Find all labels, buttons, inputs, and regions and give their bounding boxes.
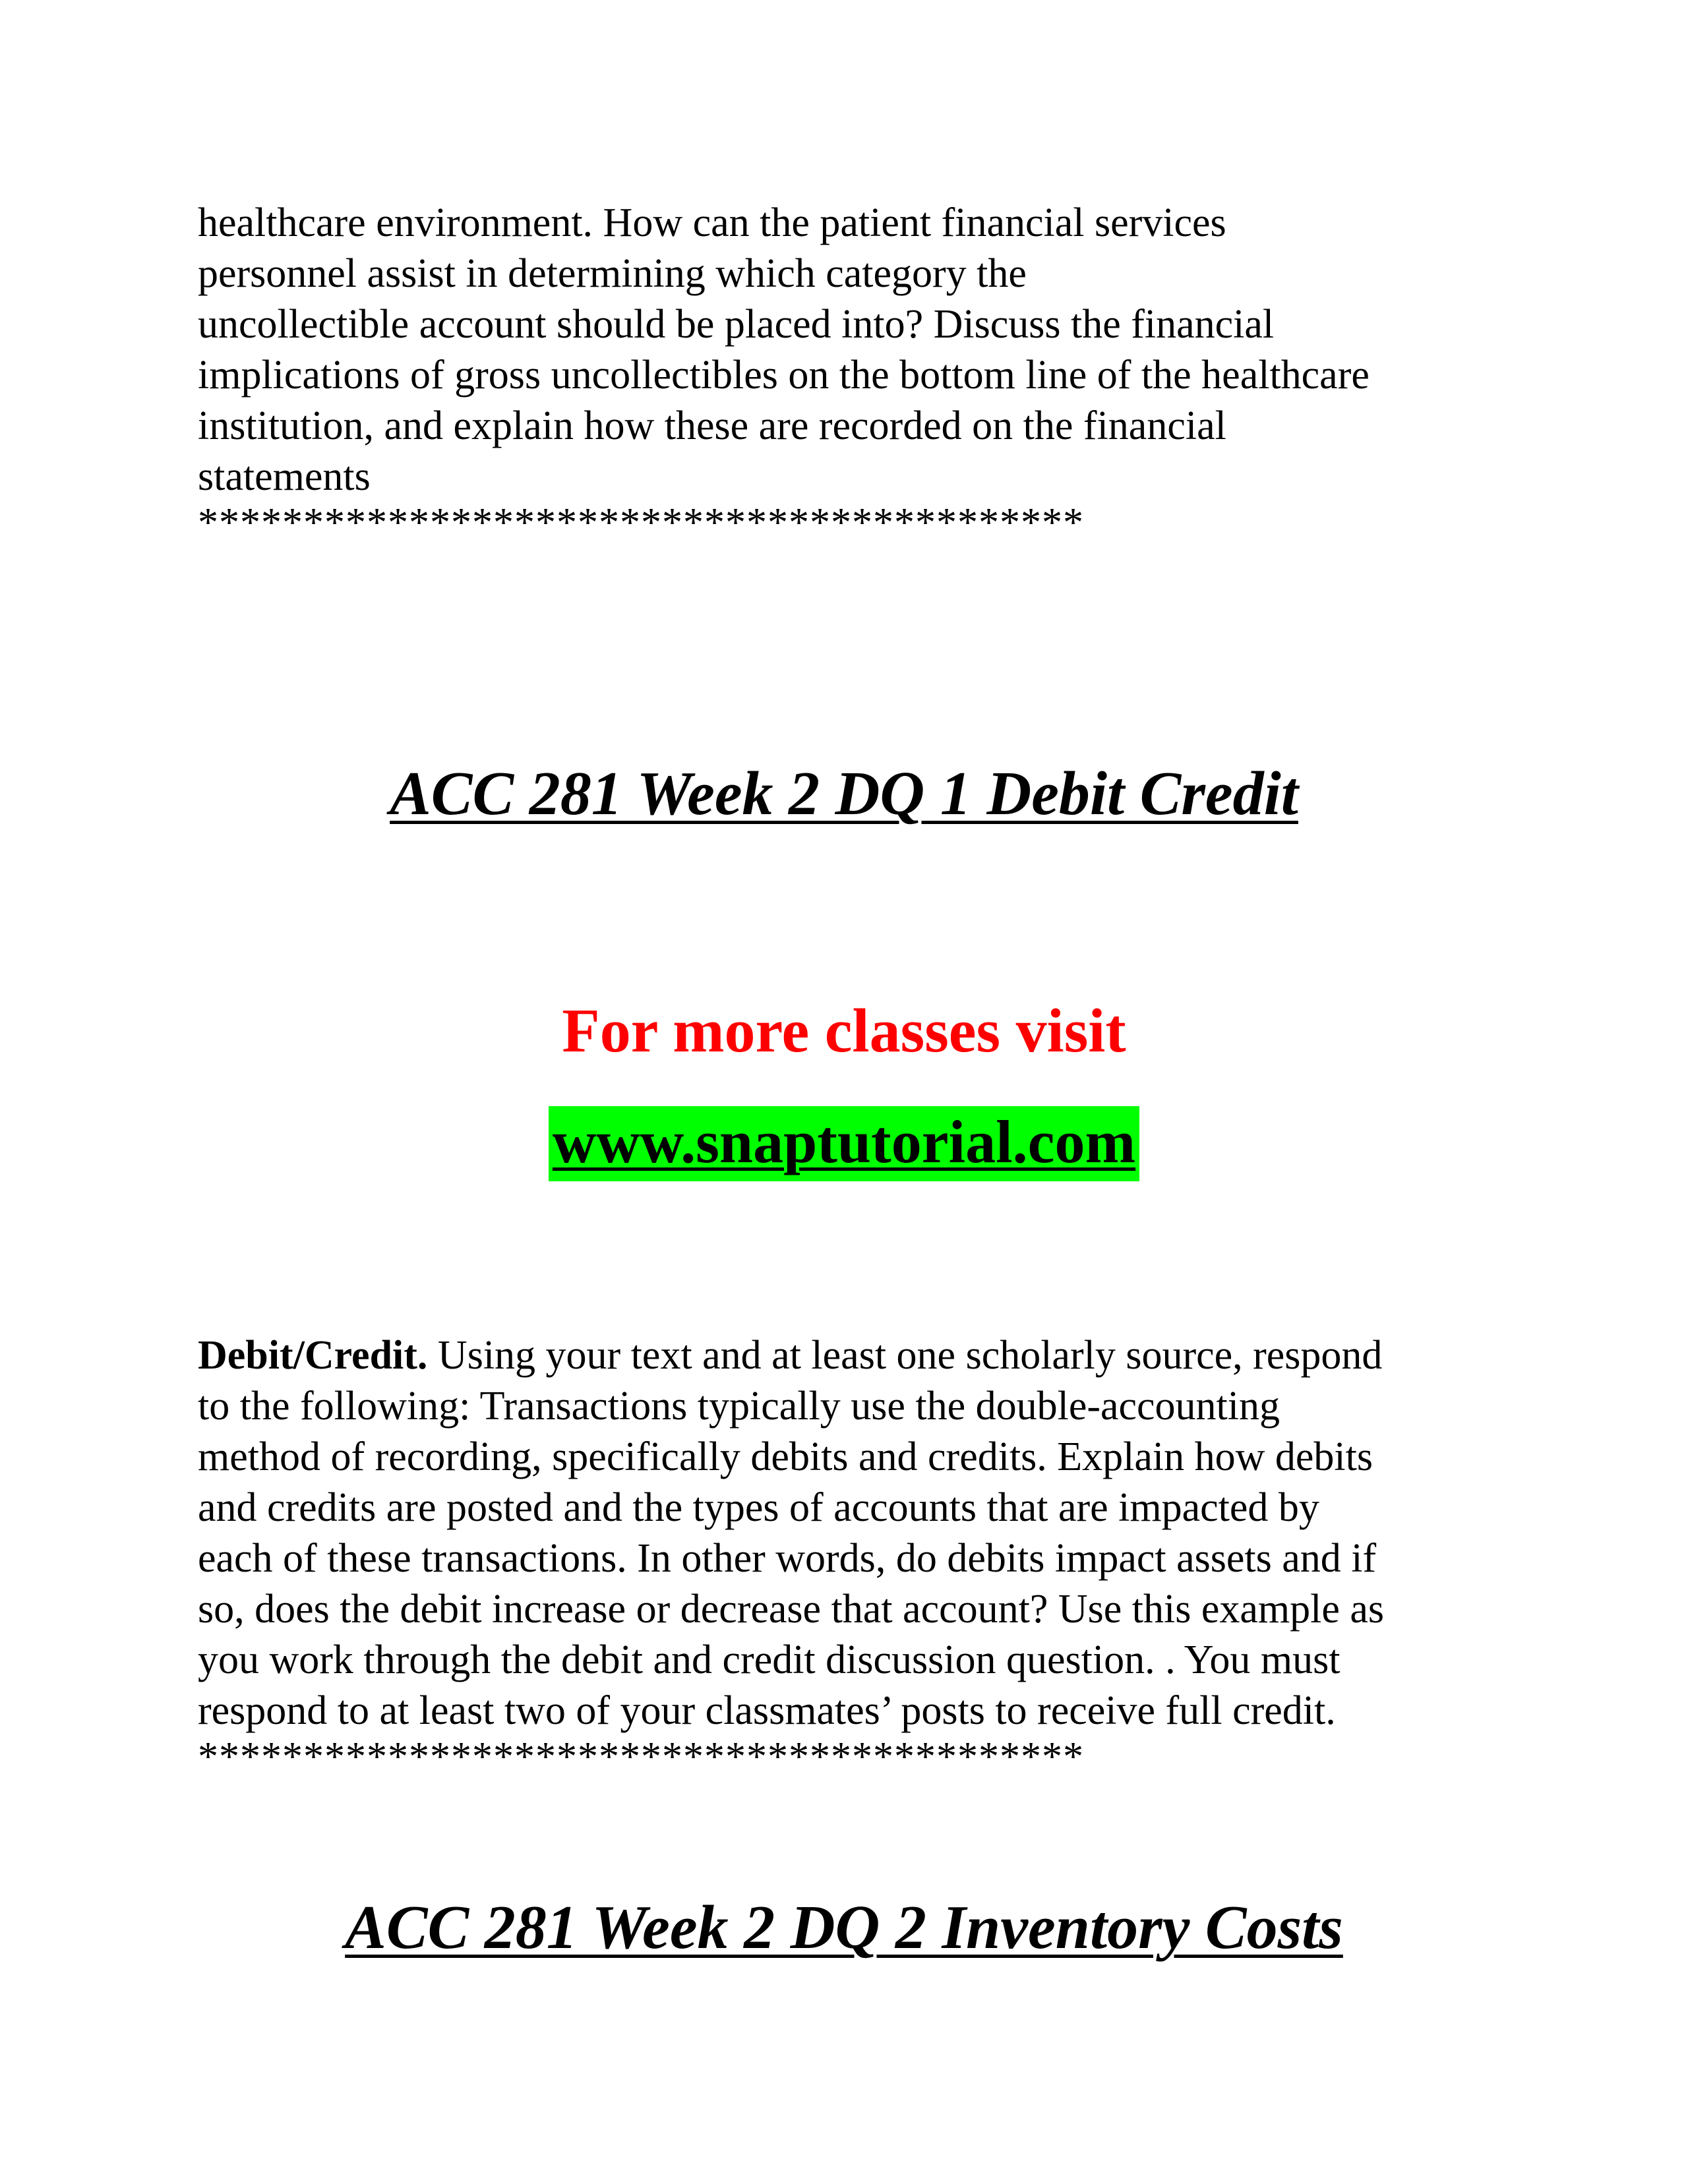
body-line-7: you work through the debit and credit discussion question. . You must <box>198 1638 1341 1682</box>
body-lead: Debit/Credit. <box>198 1333 428 1378</box>
body-first-line-rest: Using your text and at least one scholarly source, respond <box>427 1333 1383 1378</box>
section1-heading: ACC 281 Week 2 DQ 1 Debit Credit <box>390 759 1298 828</box>
body-line-8: respond to at least two of your classmates’ posts to receive full credit. <box>198 1688 1336 1733</box>
body-line-2: to the following: Transactions typically use the double-accounting <box>198 1384 1281 1429</box>
body-line-3: method of recording, specifically debits and credits. Explain how debits <box>198 1434 1373 1479</box>
body-line-6: so, does the debit increase or decrease that account? Use this example as <box>198 1587 1384 1632</box>
body-line-1 <box>198 1330 1517 1381</box>
url-container <box>0 1106 1688 1181</box>
promo-text: For more classes visit <box>562 997 1126 1065</box>
snaptutorial-link[interactable]: www.snaptutorial.com <box>549 1106 1139 1181</box>
intro-paragraph <box>198 198 1517 502</box>
intro-line-1: healthcare environment. How can the patient financial services <box>198 200 1226 245</box>
separator-2: ****************************************** <box>198 1734 1084 1779</box>
intro-line-4: implications of gross uncollectibles on the bottom line of the healthcare <box>198 353 1370 398</box>
section2-heading: ACC 281 Week 2 DQ 2 Inventory Costs <box>345 1893 1343 1962</box>
section1-body <box>198 1330 1517 1736</box>
separator-1: ****************************************** <box>198 500 1084 545</box>
intro-line-2: personnel assist in determining which category the <box>198 251 1027 296</box>
intro-line-3: uncollectible account should be placed into? Discuss the financial <box>198 302 1275 347</box>
body-line-5: each of these transactions. In other words, do debits impact assets and if <box>198 1536 1377 1581</box>
intro-line-6: statements <box>198 454 371 499</box>
intro-line-5: institution, and explain how these are recorded on the financial <box>198 403 1226 448</box>
body-line-4: and credits are posted and the types of accounts that are impacted by <box>198 1485 1319 1530</box>
